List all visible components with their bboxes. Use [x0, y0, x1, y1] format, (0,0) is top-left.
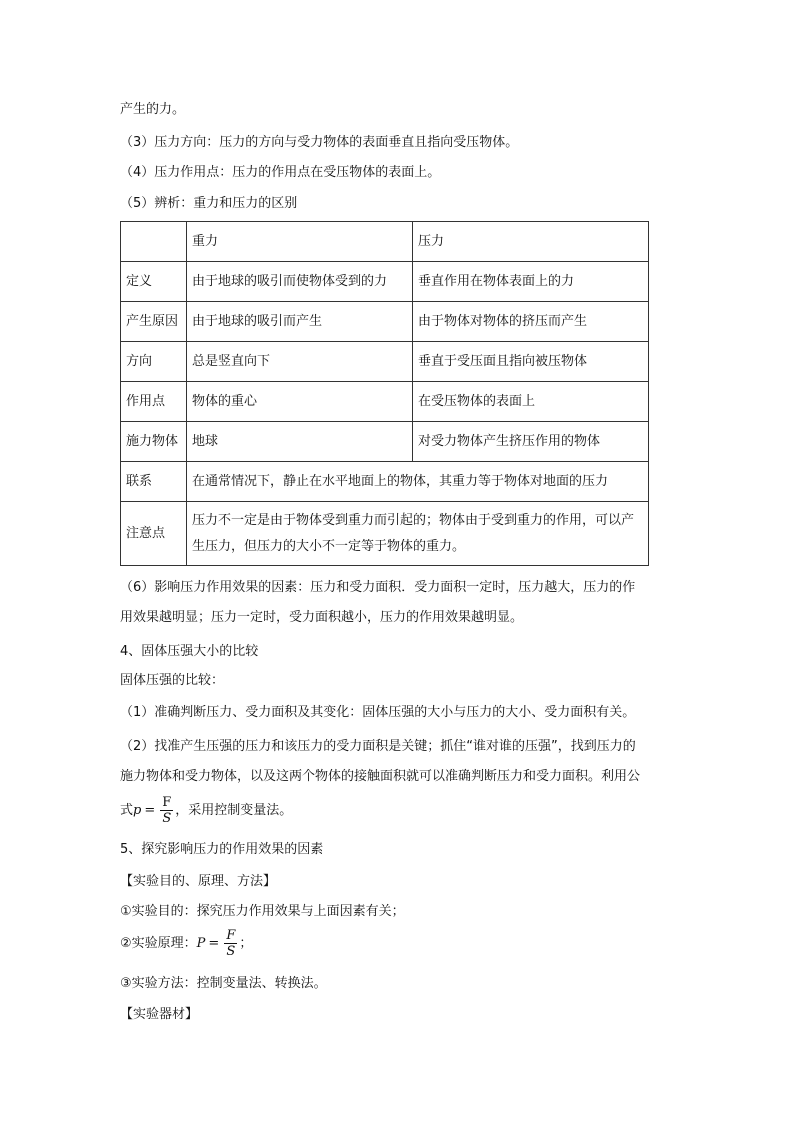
text-line: 用效果越明显；压力一定时，受力面积越小，压力的作用效果越明显。: [120, 610, 524, 625]
formula-variable: p: [133, 803, 142, 818]
table-row-relation: [121, 462, 649, 502]
formula-variable: P: [196, 936, 206, 951]
table-row: [121, 262, 649, 302]
table-cell: 物体的重心: [187, 382, 413, 422]
formula-equals: =: [208, 936, 220, 951]
table-cell-label: 联系: [121, 462, 187, 502]
text-line: 产生的力。: [120, 102, 186, 117]
text-line: （2）找准产生压强的压力和该压力的受力面积是关键；抓住“谁对谁的压强”，找到压力的: [120, 739, 636, 754]
text-line: （1）准确判断压力、受力面积及其变化：固体压强的大小与压力的大小、受力面积有关。: [120, 705, 636, 720]
table-header-row: [121, 222, 649, 262]
formula-suffix: ，采用控制变量法。: [175, 803, 293, 818]
text-line: ①实验目的：探究压力作用效果与上面因素有关；: [120, 904, 405, 919]
section-heading: 5、探究影响压力的作用效果的因素: [120, 842, 324, 857]
table-cell: 对受力物体产生挤压作用的物体: [413, 422, 649, 462]
table-cell: 由于地球的吸引而使物体受到的力: [187, 262, 413, 302]
table-cell: 在受压物体的表面上: [413, 382, 649, 422]
fraction-denominator: S: [226, 944, 236, 959]
text-line: （6）影响压力作用效果的因素：压力和受力面积．受力面积一定时，压力越大，压力的作: [120, 580, 636, 595]
table-cell-note: 压力不一定是由于物体受到重力而引起的；物体由于受到重力的作用，可以产生压力，但压力的大小不一定等于物体的重力。: [187, 502, 649, 566]
fraction: [160, 795, 173, 826]
table-cell: 由于地球的吸引而产生: [187, 302, 413, 342]
formula-line: [120, 794, 292, 828]
table-cell-label: 施力物体: [121, 422, 187, 462]
table-cell: 垂直作用在物体表面上的力: [413, 262, 649, 302]
text-line: （5）辨析：重力和压力的区别: [120, 196, 298, 211]
formula-equals: =: [144, 803, 156, 818]
section-heading: 4、固体压强大小的比较: [120, 644, 259, 659]
text-line: 施力物体和受力物体，以及这两个物体的接触面积就可以准确判断压力和受力面积。利用公: [120, 769, 641, 784]
formula-prefix: 式: [120, 803, 134, 818]
fraction: [224, 928, 237, 959]
table-row: [121, 382, 649, 422]
table-row: [121, 342, 649, 382]
formula-suffix: ；: [239, 936, 253, 951]
text-line: 固体压强的比较：: [120, 673, 225, 688]
table-cell-label: 定义: [121, 262, 187, 302]
table-header-cell: [121, 222, 187, 262]
fraction-numerator: F: [226, 928, 236, 943]
table-cell-label: 注意点: [121, 502, 187, 566]
table-row-note: [121, 502, 649, 566]
table-row: [121, 422, 649, 462]
bracket-heading: 【实验目的、原理、方法】: [120, 874, 277, 889]
formula-prefix: ②实验原理：: [120, 936, 197, 951]
formula-line: [120, 927, 252, 961]
text-line: （4）压力作用点：压力的作用点在受压物体的表面上。: [120, 165, 441, 180]
comparison-table: [120, 221, 649, 566]
table-header-cell: 重力: [187, 222, 413, 262]
table-cell-relation: 在通常情况下，静止在水平地面上的物体，其重力等于物体对地面的压力: [187, 462, 649, 502]
table-cell-label: 方向: [121, 342, 187, 382]
table-cell-label: 产生原因: [121, 302, 187, 342]
table-cell: 总是竖直向下: [187, 342, 413, 382]
table-header-cell: 压力: [413, 222, 649, 262]
text-line: （3）压力方向：压力的方向与受力物体的表面垂直且指向受压物体。: [120, 135, 519, 150]
table-cell: 地球: [187, 422, 413, 462]
table-cell: 由于物体对物体的挤压而产生: [413, 302, 649, 342]
fraction-numerator: F: [162, 795, 172, 810]
table-cell: 垂直于受压面且指向被压物体: [413, 342, 649, 382]
text-line: ③实验方法：控制变量法、转换法。: [120, 976, 327, 991]
bracket-heading: 【实验器材】: [120, 1007, 199, 1022]
table-row: [121, 302, 649, 342]
fraction-denominator: S: [162, 811, 172, 826]
table-cell-label: 作用点: [121, 382, 187, 422]
